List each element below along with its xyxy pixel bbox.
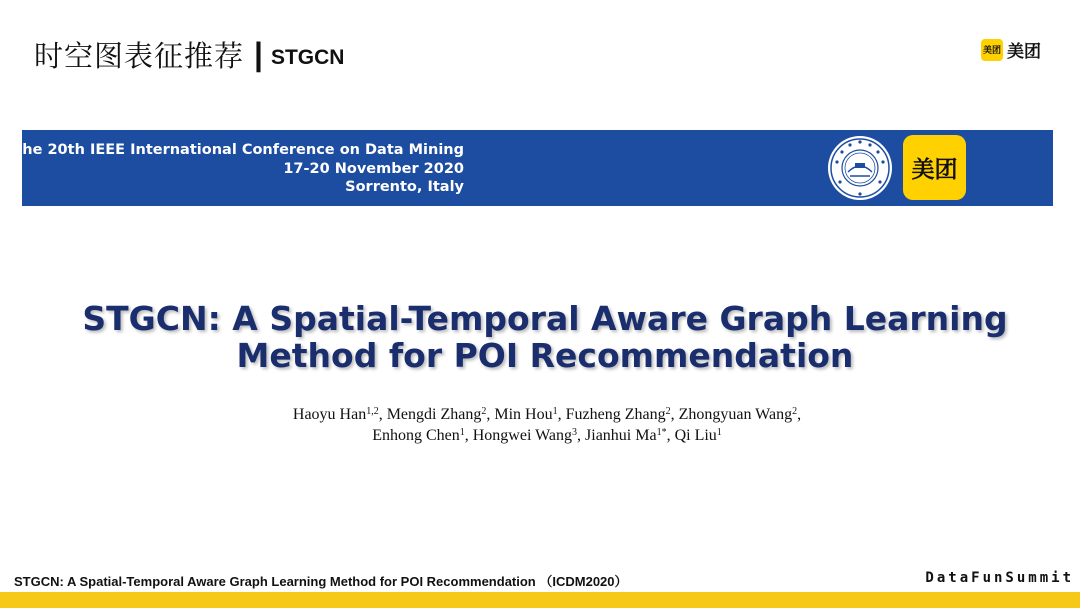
conference-name: the 20th IEEE International Conference on Data Mining bbox=[15, 142, 464, 158]
author-affiliation: 1 bbox=[716, 427, 722, 438]
conference-location: Sorrento, Italy bbox=[345, 179, 464, 195]
footer-paper-title: STGCN: A Spatial-Temporal Aware Graph Learning Method for POI Recommendation bbox=[14, 574, 536, 589]
university-seal-icon bbox=[826, 134, 894, 202]
meituan-logo bbox=[981, 37, 1041, 62]
datafunsummit-logo: DataFunSummit bbox=[925, 570, 1074, 586]
author-name: Zhongyuan Wang bbox=[678, 406, 793, 423]
author-affiliation: 1* bbox=[656, 427, 667, 438]
author-name: Fuzheng Zhang bbox=[565, 406, 666, 423]
author-name: Mengdi Zhang bbox=[386, 406, 482, 423]
author-separator: , bbox=[378, 406, 387, 423]
paper-title bbox=[0, 300, 1080, 374]
footer-venue: （ICDM2020） bbox=[539, 574, 628, 589]
author-separator: , bbox=[666, 427, 675, 444]
author-affiliation: 2 bbox=[665, 406, 671, 417]
meituan-badge-icon: 美团 bbox=[981, 39, 1003, 61]
author-separator: , bbox=[670, 406, 679, 423]
author-affiliation: 1 bbox=[459, 427, 465, 438]
author-affiliation: 2 bbox=[481, 406, 487, 417]
author-affiliation: 3 bbox=[572, 427, 578, 438]
footer-caption bbox=[14, 571, 628, 590]
slide-title bbox=[34, 34, 344, 75]
author-separator: , bbox=[557, 406, 566, 423]
conference-info bbox=[15, 141, 464, 197]
meituan-banner-logo: 美团 bbox=[903, 135, 966, 200]
author-name: Hongwei Wang bbox=[472, 427, 573, 444]
title-separator: | bbox=[254, 36, 263, 72]
slide-title-zh: 时空图表征推荐 bbox=[34, 39, 245, 73]
paper-title-line-2: Method for POI Recommendation bbox=[236, 336, 854, 375]
author-separator: , bbox=[797, 406, 802, 423]
conference-dates: 17-20 November 2020 bbox=[283, 160, 464, 177]
author-line-1 bbox=[0, 404, 1080, 425]
author-separator: , bbox=[464, 427, 473, 444]
author-line-2 bbox=[0, 425, 1080, 446]
author-affiliation: 1 bbox=[552, 406, 558, 417]
author-name: Min Hou bbox=[494, 406, 553, 423]
author-list bbox=[0, 404, 1080, 446]
author-name: Enhong Chen bbox=[372, 427, 460, 444]
author-separator: , bbox=[486, 406, 495, 423]
meituan-wordmark: 美团 bbox=[1007, 42, 1041, 62]
author-separator: , bbox=[577, 427, 586, 444]
author-affiliation: 2 bbox=[792, 406, 798, 417]
footer-bar bbox=[0, 592, 1080, 608]
paper-title-line-1: STGCN: A Spatial-Temporal Aware Graph Learning bbox=[82, 299, 1008, 338]
author-name: Qi Liu bbox=[674, 427, 717, 444]
conference-banner bbox=[15, 130, 1053, 206]
author-affiliation: 1,2 bbox=[366, 406, 379, 417]
slide-title-en: STGCN bbox=[270, 45, 345, 69]
author-name: Jianhui Ma bbox=[585, 427, 657, 444]
author-name: Haoyu Han bbox=[292, 406, 367, 423]
